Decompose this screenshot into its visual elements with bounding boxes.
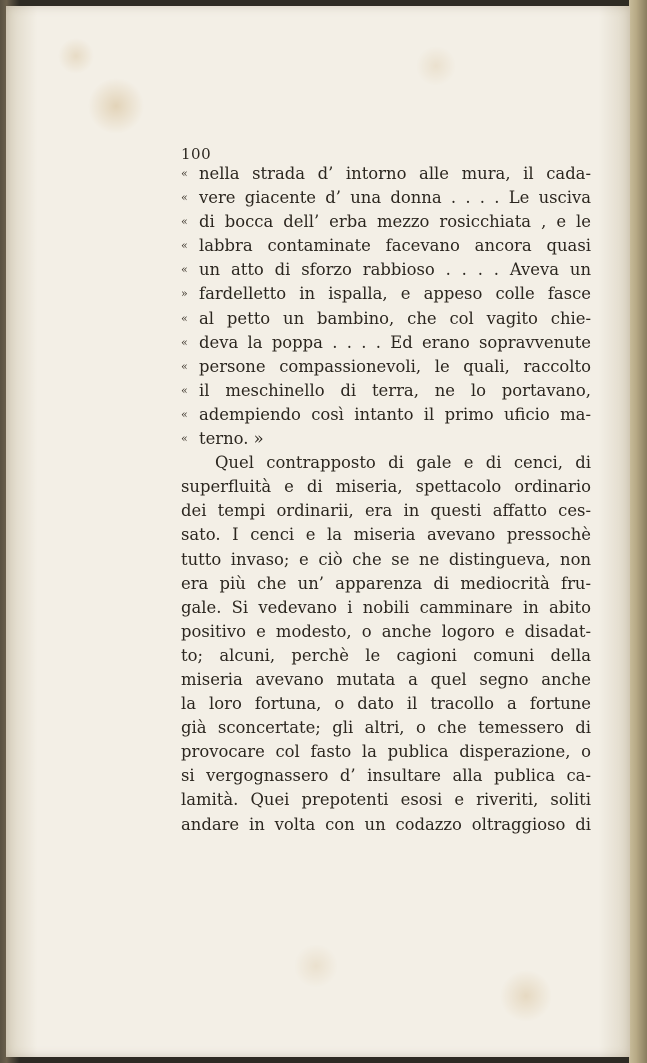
text-line <box>181 572 591 596</box>
quote-mark: « <box>181 167 188 180</box>
quote-mark: « <box>181 335 188 349</box>
text-line-content: sato. I cenci e la miseria avevano pressochè <box>181 525 591 545</box>
text-line <box>181 813 591 837</box>
text-line <box>181 403 591 427</box>
quote-mark: « <box>181 383 188 397</box>
text-line <box>181 596 591 620</box>
text-line-content: dei tempi ordinarii, era in questi affatto ces- <box>181 501 591 521</box>
text-line-content: un atto di sforzo rabbioso . . . . Aveva un <box>199 260 591 280</box>
text-line <box>181 475 591 499</box>
text-line-content: terno. » <box>199 429 264 449</box>
text-line-content: già sconcertate; gli altri, o che temessero di <box>181 718 591 738</box>
book-page <box>6 6 630 1057</box>
text-line-content: superfluità e di miseria, spettacolo ordinario <box>181 477 591 497</box>
text-line <box>181 692 591 716</box>
quote-mark: » <box>181 287 188 301</box>
text-line <box>181 282 591 306</box>
text-line <box>181 740 591 764</box>
text-line-content: fardelletto in ispalla, e appeso colle fasce <box>199 284 591 304</box>
text-line-content: adempiendo così intanto il primo uficio ma- <box>199 404 591 424</box>
text-line-content: la loro fortuna, o dato il tracollo a fortune <box>181 694 591 714</box>
quote-mark: « <box>181 311 188 325</box>
quote-mark: « <box>181 263 188 277</box>
text-line <box>181 258 591 282</box>
adjacent-page-edge <box>629 0 647 1063</box>
text-line <box>181 210 591 234</box>
text-line-content: tutto invaso; e ciò che se ne distingueva, non <box>181 549 591 569</box>
text-line <box>181 788 591 812</box>
text-line-content: deva la poppa . . . . Ed erano sopravvenute <box>199 332 591 352</box>
text-line-content: il meschinello di terra, ne lo portavano, <box>199 380 591 400</box>
text-line <box>181 620 591 644</box>
text-line-content: nella strada d’ intorno alle mura, il cada- <box>199 164 591 183</box>
text-line <box>181 307 591 331</box>
text-line-content: gale. Si vedevano i nobili camminare in abito <box>181 597 591 617</box>
text-line-content: si vergognassero d’ insultare alla publica ca- <box>181 766 591 786</box>
text-line-content: miseria avevano mutata a quel segno anche <box>181 669 591 689</box>
text-line-content: vere giacente d’ una donna . . . . Le usciva <box>199 188 591 208</box>
text-line <box>181 427 591 451</box>
text-line-content: to; alcuni, perchè le cagioni comuni della <box>181 645 591 665</box>
paragraph-first-line <box>181 451 591 475</box>
text-line <box>181 234 591 258</box>
text-line-content: Quel contrapposto di gale e di cenci, di <box>215 453 591 473</box>
text-line <box>181 548 591 572</box>
quote-mark: « <box>181 191 188 205</box>
text-line-content: provocare col fasto la publica disperazione, o <box>181 742 591 762</box>
quote-mark: « <box>181 359 188 373</box>
quote-mark: « <box>181 215 188 229</box>
text-line <box>181 186 591 210</box>
text-line-content: andare in volta con un codazzo oltraggioso di <box>181 814 591 834</box>
text-line-content: era più che un’ apparenza di mediocrità fru- <box>181 573 591 593</box>
text-line-content: lamità. Quei prepotenti esosi e riveriti, soliti <box>181 790 591 810</box>
text-line <box>181 162 591 186</box>
text-line <box>181 499 591 523</box>
text-line-content: labbra contaminate facevano ancora quasi <box>199 236 591 256</box>
text-line <box>181 668 591 692</box>
text-line <box>181 331 591 355</box>
text-line-content: di bocca dell’ erba mezzo rosicchiata , e le <box>199 212 591 232</box>
text-line-content: persone compassionevoli, le quali, raccolto <box>199 356 591 376</box>
text-line <box>181 523 591 547</box>
quote-mark: « <box>181 239 188 253</box>
text-line <box>181 764 591 788</box>
text-line <box>181 644 591 668</box>
quote-mark: « <box>181 407 188 421</box>
quote-mark: « <box>181 432 188 446</box>
text-block <box>181 146 591 837</box>
text-line-content: positivo e modesto, o anche logoro e disadat- <box>181 621 591 641</box>
text-line <box>181 379 591 403</box>
page-number: 100 <box>181 145 212 163</box>
text-line-content: al petto un bambino, che col vagito chie- <box>199 308 591 328</box>
text-line <box>181 355 591 379</box>
text-line <box>181 716 591 740</box>
